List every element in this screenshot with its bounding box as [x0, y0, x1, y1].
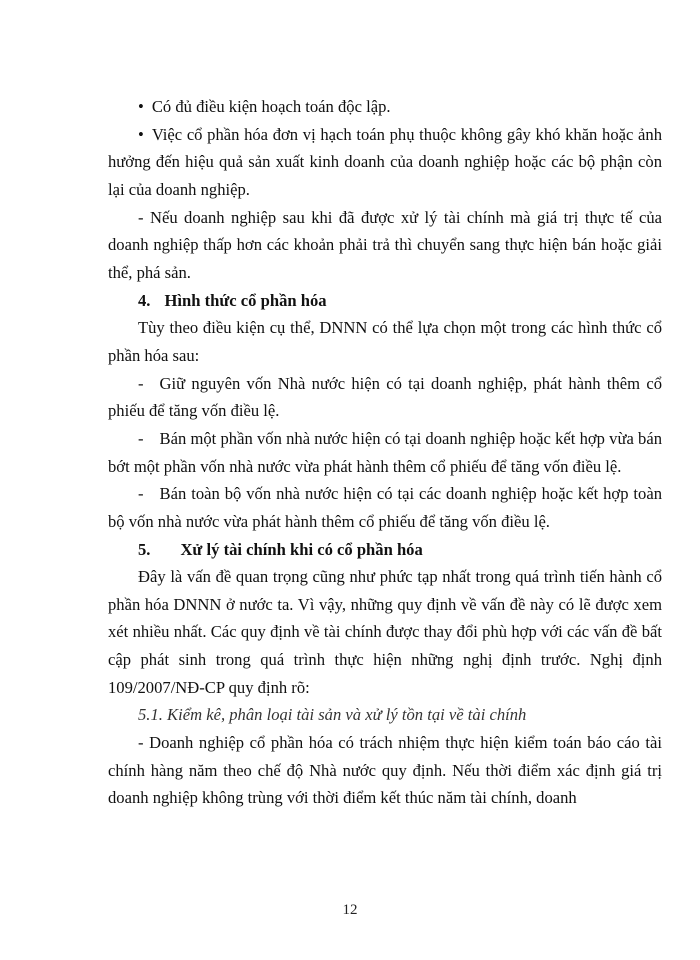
dash-marker: - [138, 373, 144, 393]
heading-title: Xử lý tài chính khi có cổ phần hóa [180, 539, 423, 559]
list-item-text: Giữ nguyên vốn Nhà nước hiện có tại doanh nghiệp, phát hành thêm cổ phiếu để tăng vốn điều lệ. [108, 373, 662, 421]
dash-marker: - [138, 428, 144, 448]
subsection-heading-5-1: 5.1. Kiểm kê, phân loại tài sản và xử lý tồn tại về tài chính [138, 705, 527, 725]
dash-marker: - [138, 484, 144, 504]
bullet-paragraph: • Việc cổ phần hóa đơn vị hạch toán phụ thuộc không gây khó khăn hoặc ảnh hưởng đến hiệu quả sản xuất kinh doanh của doanh nghiệp hoặc các bộ phận còn lại của doanh nghiệp. [108, 121, 662, 204]
heading-title: Hình thức cổ phần hóa [164, 290, 327, 310]
section-heading-4 [108, 287, 662, 315]
paragraph: Tùy theo điều kiện cụ thể, DNNN có thể lựa chọn một trong các hình thức cổ phần hóa sau: [108, 318, 662, 365]
dash-list-item [108, 425, 662, 480]
section-heading-5 [108, 536, 662, 564]
dash-list-item [108, 480, 662, 535]
page-number: 12 [342, 902, 358, 918]
dash-list-item [108, 370, 662, 425]
heading-number: 4. [138, 290, 151, 310]
document-page [108, 93, 662, 812]
list-item-text: Bán toàn bộ vốn nhà nước hiện có tại các doanh nghiệp hoặc kết hợp toàn bộ vốn nhà nước vừa phát hành thêm cổ phiếu để tăng vốn điều lệ. [108, 484, 662, 531]
paragraph: - Doanh nghiệp cổ phần hóa có trách nhiệm thực hiện kiểm toán báo cáo tài chính hàng năm theo chế độ Nhà nước quy định. Nếu thời điểm xác định giá trị doanh nghiệp không trùng với thời điểm kết thúc năm tài chính, doanh [108, 733, 662, 808]
paragraph: - Nếu doanh nghiệp sau khi đã được xử lý tài chính mà giá trị thực tế của doanh nghiệp thấp hơn các khoản phải trả thì chuyển sang thực hiện bán hoặc giải thể, phá sản. [108, 207, 662, 282]
paragraph: Đây là vấn đề quan trọng cũng như phức tạp nhất trong quá trình tiến hành cổ phần hóa DNNN ở nước ta. Vì vậy, những quy định về vấn đề này có lẽ được xem xét nhiều nhất. Các quy định về tài chính được thay đổi phù hợp với các vấn đề bất cập phát sinh trong quá trình thực hiện những nghị định trước. Nghị định 109/2007/NĐ-CP quy định rõ: [108, 567, 662, 697]
heading-number: 5. [138, 539, 151, 559]
bullet-paragraph: • Có đủ điều kiện hoạch toán độc lập. [108, 93, 662, 121]
list-item-text: Bán một phần vốn nhà nước hiện có tại doanh nghiệp hoặc kết hợp vừa bán bớt một phần vốn nhà nước vừa phát hành thêm cổ phiếu để tăng vốn điều lệ. [108, 428, 662, 476]
